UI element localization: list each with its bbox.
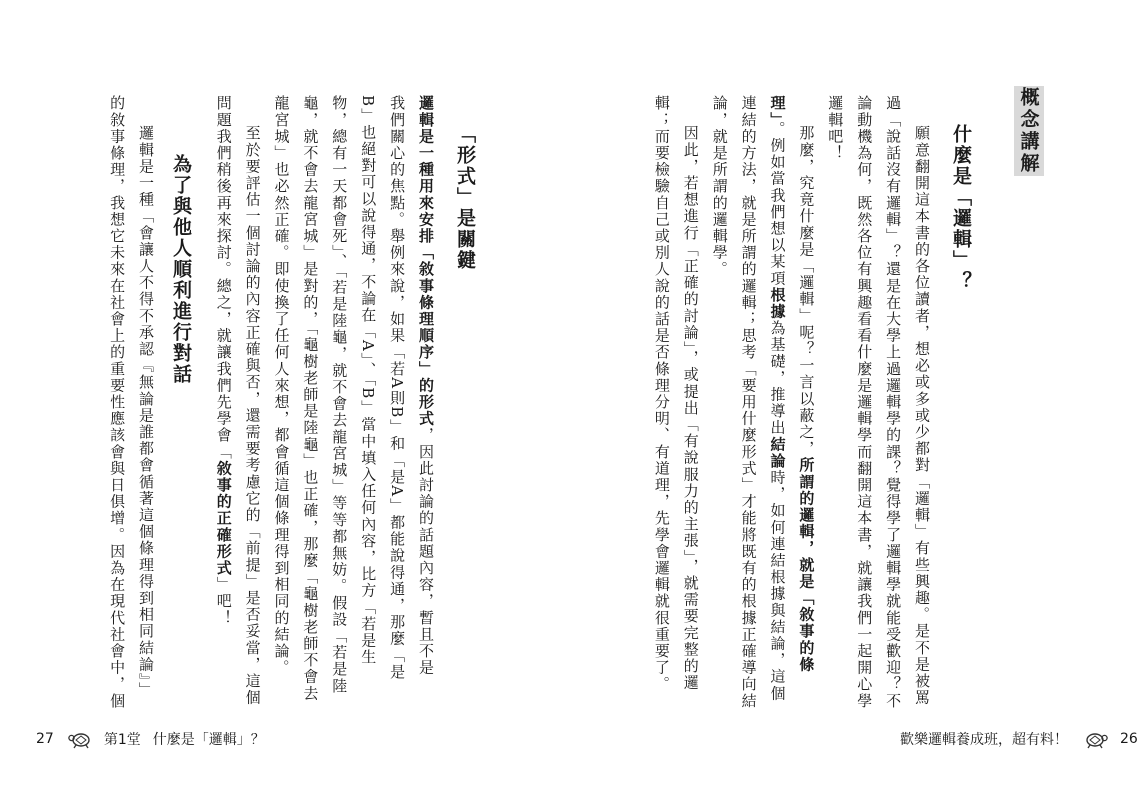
body-text: 輯；而要檢驗自己或別人說的話是否條理分明、有道理，先學會邏輯就很重要了。 [652,95,671,693]
right-page-number: 26 [1120,731,1138,747]
body-text: 論動機為何，既然各位有興趣看看什麼是邏輯學而翻開這本書，就讓我們一起開心學 [855,95,874,710]
section-heading-form: 「形式」是關鍵 [454,124,476,271]
text-column [850,95,878,709]
body-text: 」吧！ [214,576,233,627]
text-column [735,95,763,709]
right-footer-title: 歡樂邏輯養成班，超有料！ [900,732,1068,748]
text-column [268,95,296,676]
emphasis-text: 邏輯是一種用來安排「敘事條理順序」的形式 [417,95,435,427]
emphasis-text: 結論 [768,436,787,470]
body-text: 至於要評估一個討論的內容正確與否，還需要考慮它的「前提」是否妥當，這個 [243,125,262,706]
text-column [383,95,411,680]
body-text: 龜，就不會去龍宮城」是對的，「龜樹老師是陸龜」也正確，那麼「龜樹老師不會去 [301,95,320,702]
text-column [908,125,936,706]
text-column [296,95,324,702]
text-column [879,95,907,709]
text-column [103,95,131,709]
body-text: 那麼，究竟什麼是「邏輯」呢？一言以蔽之， [797,125,816,457]
text-column [706,95,734,278]
text-column [325,95,353,694]
body-text: 論，就是所謂的邏輯學。 [710,95,729,278]
body-text: 連結的方法，就是所謂的邏輯；思考「要用什麼形式」才能將既有的根據正確導向結 [739,95,758,710]
emphasis-text: 敘事的正確形式 [214,460,233,577]
section-heading-dialogue: 為了與他人順利進行對話 [170,154,192,385]
left-page-number: 27 [36,731,54,747]
body-text: 過「說話沒有邏輯」？還是在大學上過邏輯學的課？覺得學了邏輯學就能受歡迎？不 [884,95,903,710]
text-column [764,95,792,702]
turtle-icon [68,728,94,750]
body-text: 為基礎，推導出 [768,319,787,437]
text-column [239,125,267,706]
emphasis-text: 根據 [768,286,787,320]
text-column [354,95,382,665]
emphasis-text: 所謂的邏輯，就是「敘事的條 [797,457,816,673]
text-column [821,95,849,161]
text-column [210,95,238,626]
body-text: 我們關心的焦點。舉例來說，如果「若A則B」和「是A」都能說得通，那麼「是 [388,95,407,681]
concept-badge: 概念講解 [1014,86,1044,176]
body-text: 邏輯是一種「會讓人不得不承認『無論是誰都會循著這個條理得到相同結論』」 [137,125,155,699]
body-text: 問題我們稍後再來探討。總之，就讓我們先學會「 [214,95,233,461]
text-column [648,95,676,693]
emphasis-text: 理」 [768,95,787,121]
text-column [792,125,820,673]
body-text: B」也絕對可以說得通，不論在「A」、「B」當中填入任何內容，比方「若是生 [359,95,378,666]
body-text: 願意翻開這本書的各位讀者，想必或多或少都對「邏輯」有些興趣。是不是被罵 [913,125,931,706]
text-column [132,125,160,699]
left-footer [36,728,265,750]
text-column [677,125,705,691]
right-footer [900,728,1138,750]
body-text: ，因此討論的話題內容，暫且不是 [417,427,435,676]
body-text: 邏輯吧！ [826,95,845,162]
turtle-icon [1082,728,1108,750]
body-text: 的敘事條理，我想它未來在社會上的重要性應該會與日俱增。因為在現代社會中，個 [108,95,127,710]
body-text: 物，總有一天都會死」、「若是陸龜，就不會去龍宮城」等等都無妨。假設「若是陸 [330,95,349,695]
section-heading-what-is-logic: 什麼是「邏輯」？ [950,124,972,292]
left-footer-chapter: 第1堂 [103,732,141,748]
body-text: 龍宮城」也必然正確。即使換了任何人來想，都會循這個條理得到相同的結論。 [272,95,291,676]
body-text: 因此，若想進行「正確的討論」，或提出「有說服力的主張」，就需要完整的邏 [681,125,700,691]
left-footer-title: 什麼是「邏輯」？ [152,732,265,748]
text-column [412,95,440,676]
body-text: 時，如何連結根據與結論，這個 [768,469,787,702]
body-text: 。例如當我們想以某項 [768,120,787,287]
